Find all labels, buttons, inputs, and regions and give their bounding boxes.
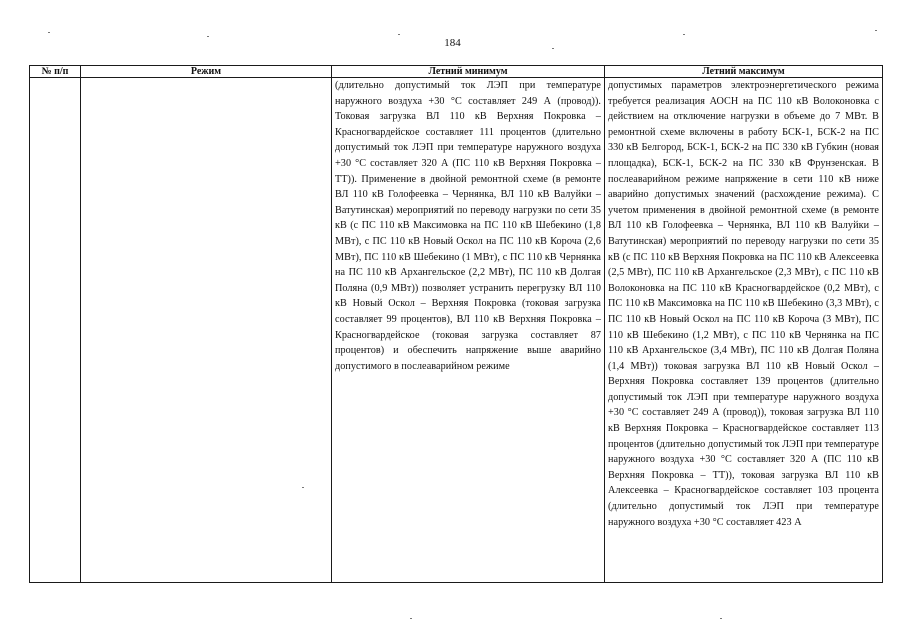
scan-speck [302, 487, 304, 488]
scan-speck [683, 34, 685, 35]
header-summer-min: Летний минимум [332, 66, 605, 78]
header-summer-max: Летний максимум [605, 66, 883, 78]
data-table [29, 65, 883, 583]
cell-summer-max [605, 78, 883, 583]
cell-num [30, 78, 81, 583]
scan-speck [410, 618, 412, 619]
header-num: № п/п [30, 66, 81, 78]
scan-speck [207, 36, 209, 37]
cell-mode [81, 78, 332, 583]
table-row [30, 78, 883, 583]
cell-summer-max-text: допустимых параметров электроэнергетического режима требуется реализация АОСН на ПС 110 кВ Волоконовка с действием на отключение нагрузки в объеме до 7 МВт. В ремонтной схеме включены в работу БСК-1, БСК-2 на ПС 330 кВ Белгород, БСК-1, БСК-2 на ПС 330 кВ Губкин (новая площадка), БСК-1, БСК-2 на ПС 330 кВ Фрунзенская. В послеаварийном режиме напряжение в сети 110 кВ ниже аварийно допустимых значений (расхождение режима). С учетом применения в двойной ремонтной схеме (в ремонте ВЛ 110 кВ Голофеевка – Чернянка, ВЛ 110 кВ Валуйки – Ватутинская) мероприятий по переводу нагрузки по сети 35 кВ (с ПС 110 кВ Верхняя Покровка на ПС 110 кВ Алексеевка (2,5 МВт), ПС 110 кВ Архангельское (2,3 МВт), с ПС 110 кВ Волоконовка на ПС 110 кВ Красногвардейское (0,2 МВт), с ПС 110 кВ Максимовка на ПС 110 кВ Шебекино (3,3 МВт), с ПС 110 кВ Новый Оскол на ПС 110 кВ Короча (3 МВт), ПС 110 кВ Шебекино (1,2 МВт), с ПС 110 кВ Чернянка на ПС 110 кВ Архангельское (3,4 МВт), ПС 110 кВ Долгая Поляна (1,4 МВт)) токовая загрузка ВЛ 110 кВ Новый Оскол – Верхняя Покровка составляет 139 процентов (длительно допустимый ток ЛЭП при температуре наружного воздуха +30 °С составляет 249 А (провод)), токовая загрузка ВЛ 110 кВ Верхняя Покровка – Красногвардейское составляет 113 процентов (длительно допустимый ток ЛЭП при температуре наружного воздуха +30 °С составляет 320 А (ПС 110 кВ Верхняя Покровка – ТТ)), токовая загрузка ВЛ 110 кВ Алексеевка – Красногвардейское составляет 103 процента (длительно допустимый ток ЛЭП при температуре наружного воздуха +30 °С составляет 423 А [608, 80, 879, 528]
scan-speck [875, 30, 877, 31]
cell-summer-min [332, 78, 605, 583]
scan-speck [398, 34, 400, 35]
table-body [30, 78, 883, 583]
table-header [30, 66, 883, 78]
scan-speck [552, 48, 554, 49]
header-row [30, 66, 883, 78]
page-number: 184 [444, 37, 461, 49]
scan-speck [720, 618, 722, 619]
cell-summer-min-text: (длительно допустимый ток ЛЭП при температуре наружного воздуха +30 °С составляет 249 А (провод)). Токовая загрузка ВЛ 110 кВ Верхняя Покровка – Красногвардейское составляет 111 процентов (длительно допустимый ток ЛЭП при температуре наружного воздуха +30 °С составляет 320 А (ПС 110 кВ Верхняя Покровка – ТТ)). Применение в двойной ремонтной схеме (в ремонте ВЛ 110 кВ Голофеевка – Чернянка, ВЛ 110 кВ Валуйки – Ватутинская) мероприятий по переводу нагрузки по сети 35 кВ (с ПС 110 кВ Максимовка на ПС 110 кВ Шебекино (1,8 МВт), с ПС 110 кВ Новый Оскол на ПС 110 кВ Короча (2,6 МВт), ПС 110 кВ Шебекино (1 МВт), с ПС 110 кВ Чернянка на ПС 110 кВ Архангельское (2,2 МВт), ПС 110 кВ Долгая Поляна (0,9 МВт)) позволяет устранить перегрузку ВЛ 110 кВ Новый Оскол – Верхняя Покровка (токовая загрузка составляет 99 процентов), ВЛ 110 кВ Верхняя Покровка – Красногвардейское (токовая загрузка составляет 87 процентов) и обеспечить напряжение выше аварийно допустимого в послеаварийном режиме [335, 80, 601, 372]
scan-speck [48, 32, 50, 33]
header-mode: Режим [81, 66, 332, 78]
